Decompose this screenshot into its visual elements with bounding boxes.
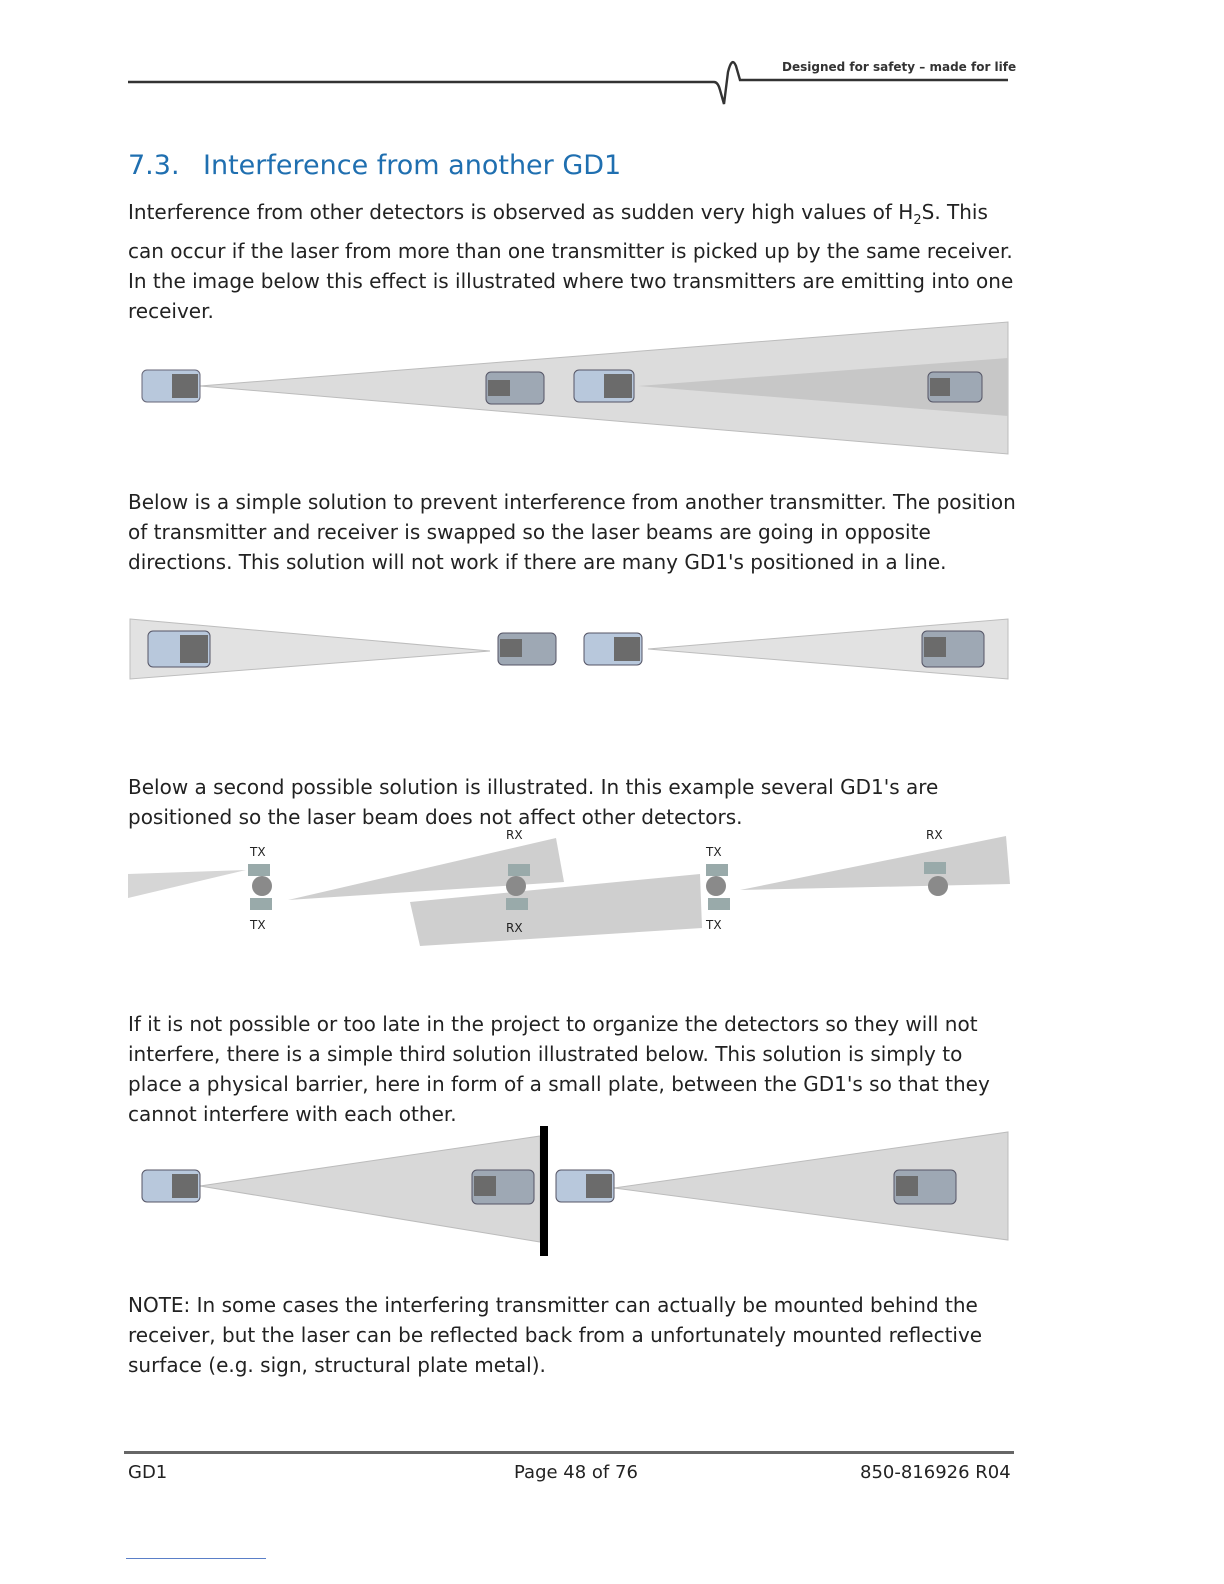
section-heading xyxy=(128,150,621,181)
detector-center-receiver xyxy=(498,633,556,665)
detector-receiver xyxy=(486,372,544,404)
label-tx-top-1: TX xyxy=(250,845,266,859)
figure-swapped-positions xyxy=(128,617,1010,681)
solution3-paragraph: If it is not possible or too late in the project to organize the detectors so they will not interfere, there is a simple third solution illustrated below. This solution is simply to place a physical barrier, here in form of a small plate, between the GD1's so that they cannot interfere with each other. xyxy=(128,1012,990,1126)
detector-left-transmitter xyxy=(148,631,210,667)
intro-subscript: 2 xyxy=(913,213,922,228)
intro-text-a: Interference from other detectors is observed as sudden very high values of H xyxy=(128,200,914,224)
detector-center-transmitter xyxy=(584,633,642,665)
figure-physical-barrier xyxy=(128,1126,1010,1258)
label-tx-bottom-2: TX xyxy=(706,918,722,932)
label-tx-top-2: TX xyxy=(706,845,722,859)
tx-pair-1 xyxy=(248,864,272,910)
figure-staggered-layout xyxy=(128,826,1010,950)
intro-text-b: S. This can occur if the laser from more than one transmitter is picked up by the same receiver. In the image below this effect is illustrated where two transmitters are emitting into one receiver. xyxy=(128,200,1014,323)
label-rx-top-1: RX xyxy=(506,828,523,842)
figure-interference xyxy=(128,320,1010,460)
solution2-paragraph: Below a second possible solution is illustrated. In this example several GD1's are positioned so the laser beam does not affect other detectors. xyxy=(128,775,939,829)
rx-pair-1 xyxy=(506,864,530,910)
intro-paragraph xyxy=(128,197,1018,326)
detector-right-transmitter xyxy=(556,1170,614,1202)
detector-transmitter-1 xyxy=(142,370,200,402)
label-tx-bottom-1: TX xyxy=(250,918,266,932)
note-paragraph: NOTE: In some cases the interfering transmitter can actually be mounted behind the receiver, but the laser can be reflected back from a unfortunately mounted reflective surface (e.g. sign, structural plate metal). xyxy=(128,1293,983,1377)
footer-product: GD1 xyxy=(128,1462,168,1483)
detector-far-receiver xyxy=(928,372,982,402)
solution1-paragraph: Below is a simple solution to prevent interference from another transmitter. The position of transmitter and receiver is swapped so the laser beams are going in opposite directions. This solution will not work if there are many GD1's positioned in a line. xyxy=(128,490,1016,574)
footer-doc-number: 850-816926 R04 xyxy=(860,1462,1011,1483)
detector-right-receiver xyxy=(922,631,984,667)
footer-rule xyxy=(124,1451,1014,1454)
tx-pair-2 xyxy=(706,864,730,910)
section-number: 7.3. xyxy=(128,150,180,181)
header-tagline: Designed for safety – made for life xyxy=(782,60,1017,74)
detector-right-receiver xyxy=(894,1170,956,1204)
detector-left-transmitter xyxy=(142,1170,200,1202)
section-title: Interference from another GD1 xyxy=(203,150,622,181)
label-rx-bottom-1: RX xyxy=(506,921,523,935)
detector-transmitter-2 xyxy=(574,370,634,402)
label-rx-top-2: RX xyxy=(926,828,943,842)
bottom-link-rule xyxy=(126,1558,266,1559)
detector-left-receiver xyxy=(472,1170,534,1204)
physical-barrier-plate xyxy=(540,1126,548,1256)
footer-page-number: Page 48 of 76 xyxy=(514,1462,638,1483)
